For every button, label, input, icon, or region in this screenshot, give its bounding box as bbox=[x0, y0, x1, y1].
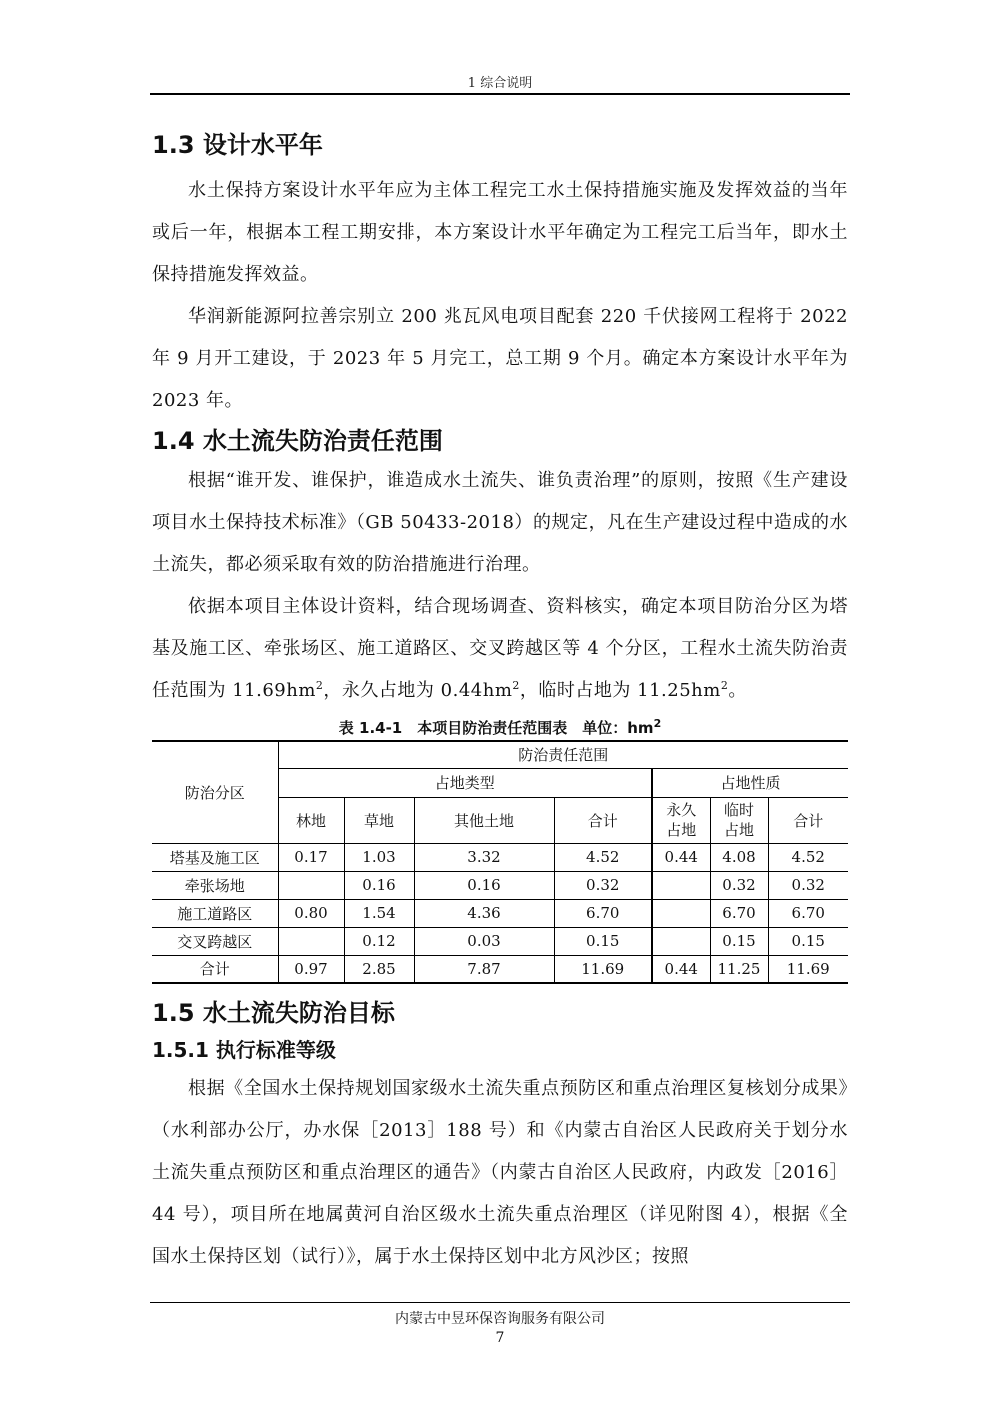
page-number: 7 bbox=[495, 1330, 505, 1346]
cell-total-nature: 6.70 bbox=[768, 899, 848, 927]
cell-total-nature: 0.32 bbox=[768, 871, 848, 899]
cell-total-nature: 11.69 bbox=[768, 955, 848, 983]
paragraph: 水土保持方案设计水平年应为主体工程完工水土保持措施实施及发挥效益的当年或后一年，根据本工程工期安排，本方案设计水平年确定为工程完工后当年，即水土保持措施发挥效益。 bbox=[152, 180, 848, 285]
header-land-nature: 占地性质 bbox=[652, 768, 848, 797]
page-content bbox=[152, 126, 848, 1278]
cell-permanent: 0.44 bbox=[652, 843, 710, 871]
cell-other: 7.87 bbox=[414, 955, 554, 983]
header-temporary: 临时占地 bbox=[710, 797, 768, 843]
cell-forest bbox=[278, 871, 344, 899]
header-total-type: 合计 bbox=[554, 797, 652, 843]
header-permanent: 永久占地 bbox=[652, 797, 710, 843]
cell-total-type: 0.15 bbox=[554, 927, 652, 955]
cell-grass: 1.03 bbox=[344, 843, 414, 871]
cell-forest bbox=[278, 927, 344, 955]
table-caption bbox=[152, 716, 848, 740]
cell-forest: 0.97 bbox=[278, 955, 344, 983]
superscript: 2 bbox=[512, 679, 520, 692]
cell-total-type: 4.52 bbox=[554, 843, 652, 871]
paragraph bbox=[152, 586, 848, 712]
paragraph: 根据“谁开发、谁保护，谁造成水土流失、谁负责治理”的原则，按照《生产建设项目水土保持技术标准》（GB 50433-2018）的规定，凡在生产建设过程中造成的水土流失，都必须采取有效的防治措施进行治理。 bbox=[152, 470, 848, 575]
table-caption-text: 表 1.4-1 本项目防治责任范围表 单位：hm bbox=[338, 719, 654, 737]
header-forest: 林地 bbox=[278, 797, 344, 843]
table-row bbox=[152, 899, 848, 927]
cell-temporary: 0.32 bbox=[710, 871, 768, 899]
table-row bbox=[152, 871, 848, 899]
cell-zone: 合计 bbox=[152, 955, 278, 983]
cell-temporary: 4.08 bbox=[710, 843, 768, 871]
cell-permanent bbox=[652, 871, 710, 899]
responsibility-table bbox=[152, 740, 848, 984]
cell-other: 0.16 bbox=[414, 871, 554, 899]
footer-rule bbox=[150, 1302, 850, 1303]
header-total-nature: 合计 bbox=[768, 797, 848, 843]
paragraph: 根据《全国水土保持规划国家级水土流失重点预防区和重点治理区复核划分成果》（水利部办公厅，办水保［2013］188 号）和《内蒙古自治区人民政府关于划分水土流失重点预防区和重点治理区的通告》（内蒙古自治区人民政府，内政发［2016］44 号），项目所在地属黄河自治区级水土流失重点治理区（详见附图 4），根据《全国水土保持区划（试行）》，属于水土保持区划中北方风沙区；按照 bbox=[152, 1078, 848, 1267]
header-zone: 防治分区 bbox=[152, 741, 278, 843]
cell-zone: 施工道路区 bbox=[152, 899, 278, 927]
superscript: 2 bbox=[315, 679, 324, 692]
running-header: 1 综合说明 bbox=[467, 76, 533, 91]
cell-temporary: 0.15 bbox=[710, 927, 768, 955]
cell-zone: 塔基及施工区 bbox=[152, 843, 278, 871]
cell-total-type: 6.70 bbox=[554, 899, 652, 927]
cell-permanent bbox=[652, 927, 710, 955]
cell-grass: 2.85 bbox=[344, 955, 414, 983]
table-row bbox=[152, 843, 848, 871]
cell-other: 4.36 bbox=[414, 899, 554, 927]
header-other-land: 其他土地 bbox=[414, 797, 554, 843]
text-run: ，永久占地为 0.44hm bbox=[323, 680, 513, 701]
cell-other: 3.32 bbox=[414, 843, 554, 871]
cell-forest: 0.17 bbox=[278, 843, 344, 871]
cell-forest: 0.80 bbox=[278, 899, 344, 927]
text-run: 。 bbox=[728, 680, 747, 701]
header-land-type: 占地类型 bbox=[278, 768, 652, 797]
cell-grass: 0.16 bbox=[344, 871, 414, 899]
superscript: 2 bbox=[720, 679, 729, 692]
text-run: ，临时占地为 11.25hm bbox=[519, 680, 721, 701]
cell-total-type: 11.69 bbox=[554, 955, 652, 983]
cell-grass: 1.54 bbox=[344, 899, 414, 927]
table-total-row bbox=[152, 955, 848, 983]
cell-grass: 0.12 bbox=[344, 927, 414, 955]
cell-zone: 交叉跨越区 bbox=[152, 927, 278, 955]
table-row bbox=[152, 927, 848, 955]
paragraph: 华润新能源阿拉善宗别立 200 兆瓦风电项目配套 220 千伏接网工程将于 2022 年 9 月开工建设，于 2023 年 5 月完工，总工期 9 个月。确定本方案设计水平年为 2023 年。 bbox=[152, 306, 848, 411]
cell-temporary: 6.70 bbox=[710, 899, 768, 927]
subsection-heading-1-5-1: 1.5.1 执行标准等级 bbox=[152, 1038, 336, 1062]
cell-permanent bbox=[652, 899, 710, 927]
section-heading-1-3: 1.3 设计水平年 bbox=[152, 131, 323, 159]
text-run: 依据本项目主体设计资料，结合现场调查、资料核实，确定本项目防治分区为塔基及施工区、牵张场区、施工道路区、交叉跨越区等 4 个分区，工程水土流失防治责任范围为 11.69hm bbox=[152, 596, 848, 701]
superscript: 2 bbox=[653, 717, 662, 730]
section-heading-1-4: 1.4 水土流失防治责任范围 bbox=[152, 427, 443, 455]
cell-total-nature: 4.52 bbox=[768, 843, 848, 871]
cell-other: 0.03 bbox=[414, 927, 554, 955]
table-header-row bbox=[152, 741, 848, 768]
cell-temporary: 11.25 bbox=[710, 955, 768, 983]
section-heading-1-5: 1.5 水土流失防治目标 bbox=[152, 999, 395, 1027]
header-rule bbox=[150, 93, 850, 95]
header-grass: 草地 bbox=[344, 797, 414, 843]
cell-permanent: 0.44 bbox=[652, 955, 710, 983]
header-scope: 防治责任范围 bbox=[278, 741, 848, 768]
footer-company: 内蒙古中昱环保咨询服务有限公司 bbox=[395, 1311, 605, 1327]
cell-zone: 牵张场地 bbox=[152, 871, 278, 899]
cell-total-nature: 0.15 bbox=[768, 927, 848, 955]
cell-total-type: 0.32 bbox=[554, 871, 652, 899]
